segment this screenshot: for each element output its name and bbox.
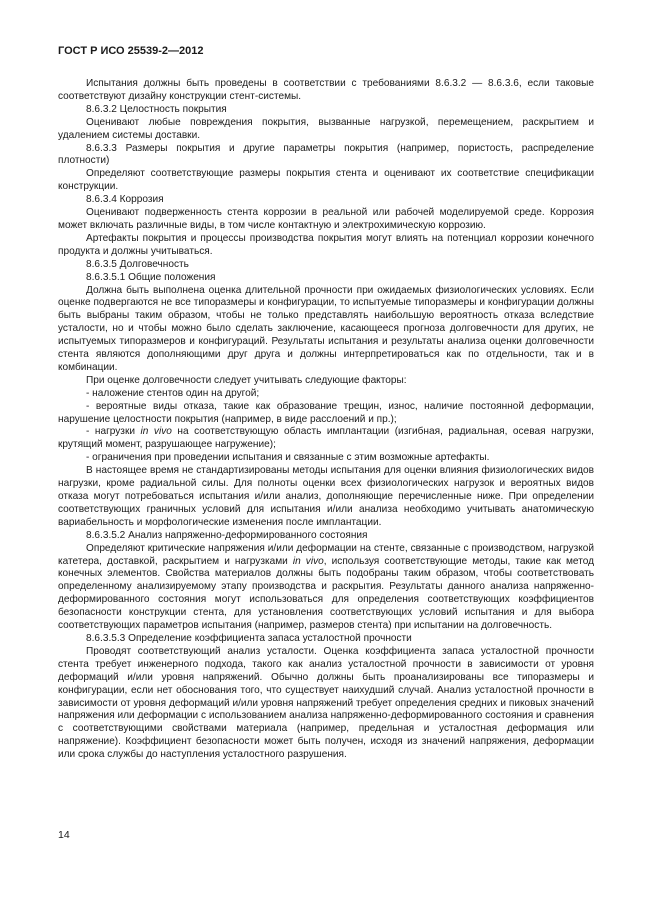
text-run: , используя соответствующие методы, такие как метод конечных элементов. Свойства материалов должны быть подобраны таким образом, чтобы соответствовать определенному анализируемому этапу производства и раскрытия. Результаты данного анализа напряженно-деформированного состояния могут использоваться для определения соответствующих коэффициентов безопасности конструкции стента, для установления соответствующих условий испытания и для выбора соответствующих параметров испытания (например, размеров стента) при испытании на долговечность. xyxy=(58,555,594,632)
section-heading: 8.6.3.2 Целостность покрытия xyxy=(86,103,227,115)
document-body xyxy=(58,78,594,762)
list-item: - ограничения при проведении испытания и связанные с этим возможные артефакты. xyxy=(86,452,490,464)
page-number: 14 xyxy=(58,829,70,841)
paragraph: Должна быть выполнена оценка длительной прочности при ожидаемых физиологических условиях. Если оценке подвергаются не все типоразмеры и конфигурации, то испытуемые типоразмеры и конфигурации должны быть выбраны таким образом, чтобы не только представлять наибольшую вероятность отказа вследствие усталости, но и чтобы можно было сделать заключение, касающееся прогноза долговечности для других, не испытуемых типоразмеров и конфигураций. Результаты испытания и результаты анализа оценки долговечности стента являются дополняющими друг друга и должны интерпретироваться как по отдельности, так и в комбинации. xyxy=(58,284,594,373)
text-run: на соответствующую область имплантации (изгибная, радиальная, осевая нагрузки, крутящий момент, разрушающее нагружение); xyxy=(58,426,594,451)
section-heading: 8.6.3.5.2 Анализ напряженно-деформированного состояния xyxy=(86,529,368,541)
text-run: - нагрузки xyxy=(86,426,141,438)
italic-term: in vivo xyxy=(292,555,324,567)
italic-term: in vivo xyxy=(140,426,172,438)
paragraph: Оценивают подверженность стента коррозии в реальной или рабочей моделируемой среде. Коррозия может включать различные виды, в том числе контактную и электрохимическую коррозию. xyxy=(58,207,594,231)
list-item: - наложение стентов один на другой; xyxy=(86,387,260,399)
paragraph: Проводят соответствующий анализ усталости. Оценка коэффициента запаса усталостной прочности стента требует инженерного подхода, такого как анализ усталостной прочности в зависимости от уровня деформаций и/или уровня напряжений. Обычно должны быть проанализированы все типоразмеры и конфигурации, если нет обоснования того, что существует наихудший случай. Анализ усталостной прочности в зависимости от уровня деформаций и/или уровня напряжений требует определения средних и пиковых значений напряжения или деформации с использованием анализа напряженно-деформированного состояния и сравнения с соответствующими свойствами материала (например, предельная и усталостная деформация или напряжение). Коэффициент безопасности может быть получен, исходя из значений напряжения, деформации или срока службы до наступления усталостного разрушения. xyxy=(58,645,594,761)
list-item: - вероятные виды отказа, такие как образование трещин, износ, наличие постоянной деформации, нарушение целостности покрытия (например, в виде расслоений и пр.); xyxy=(58,400,594,425)
section-heading: 8.6.3.4 Коррозия xyxy=(86,194,164,206)
section-heading: 8.6.3.5.3 Определение коэффициента запаса усталостной прочности xyxy=(86,632,412,644)
paragraph: Оценивают любые повреждения покрытия, вызванные нагрузкой, перемещением, раскрытием и удалением системы доставки. xyxy=(58,116,594,141)
list-item xyxy=(58,426,594,452)
paragraph: Артефакты покрытия и процессы производства покрытия могут влиять на потенциал коррозии конечного продукта и должны учитываться. xyxy=(58,232,594,257)
section-heading: 8.6.3.3 Размеры покрытия и другие параметры покрытия (например, пористость, распределение плотности) xyxy=(58,142,594,167)
paragraph xyxy=(58,543,594,633)
paragraph: Испытания должны быть проведены в соответствии с требованиями 8.6.3.2 — 8.6.3.6, если таковые соответствуют дизайну конструкции стент-системы. xyxy=(58,78,594,102)
section-heading: 8.6.3.5.1 Общие положения xyxy=(86,271,216,283)
section-heading: 8.6.3.5 Долговечность xyxy=(86,258,189,270)
text-run: Определяют критические напряжения и/или деформации на стенте, связанные с производством, нагрузкой катетера, доставкой, раскрытием и нагрузками xyxy=(58,542,594,567)
paragraph: При оценке долговечности следует учитывать следующие факторы: xyxy=(86,374,407,386)
paragraph: В настоящее время не стандартизированы методы испытания для оценки влияния физиологических видов нагрузки, кроме радиальной силы. Для полноты оценки всех физиологических нагрузок и вероятных видов отказа могут потребоваться испытания и/или анализ, дополняющие перечисленные ниже. При определении соответствующих граничных условий для испытания и/или анализа необходимо учитывать анатомическую вариабельность и морфологические изменения после имплантации. xyxy=(58,465,594,528)
paragraph: Определяют соответствующие размеры покрытия стента и оценивают их соответствие спецификации конструкции. xyxy=(58,168,594,193)
document-header: ГОСТ Р ИСО 25539-2—2012 xyxy=(58,45,204,57)
